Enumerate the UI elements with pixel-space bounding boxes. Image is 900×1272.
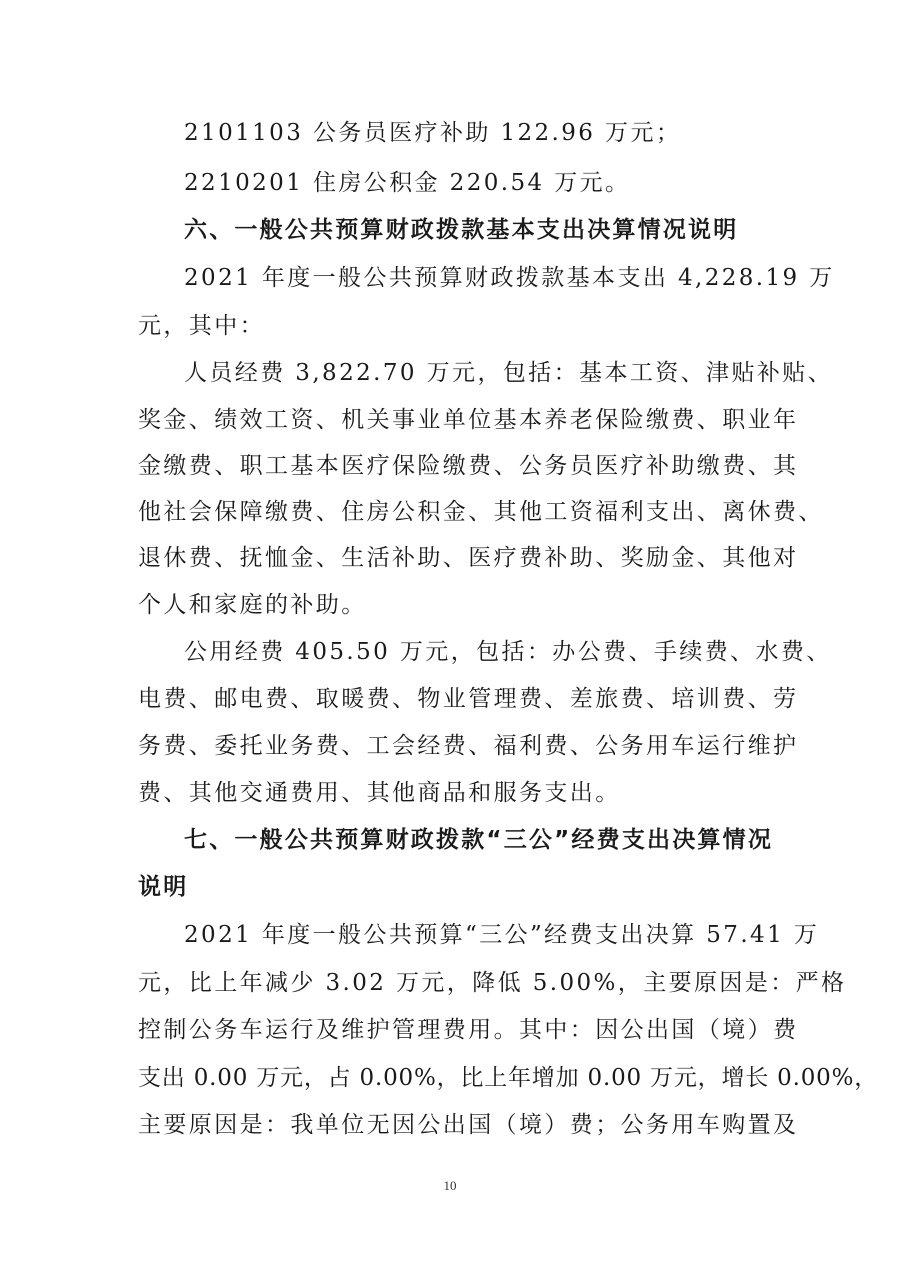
text-line: 元，其中： — [138, 313, 265, 339]
text-line: 奖金、绩效工资、机关事业单位基本养老保险缴费、职业年 — [138, 407, 799, 433]
text-line: 主要原因是：我单位无因公出国（境）费；公务用车购置及 — [138, 1112, 799, 1138]
text-line: 元，比上年减少 3.02 万元，降低 5.00%，主要原因是：严格 — [138, 970, 847, 996]
page-number: 10 — [443, 1178, 457, 1193]
text-line: 2210201 住房公积金 220.54 万元。 — [184, 170, 631, 196]
text-line: 2101103 公务员医疗补助 122.96 万元； — [184, 120, 682, 146]
text-line: 务费、委托业务费、工会经费、福利费、公务用车运行维护 — [138, 733, 799, 759]
section-heading: 说明 — [138, 874, 189, 900]
text-line: 金缴费、职工基本医疗保险缴费、公务员医疗补助缴费、其 — [138, 453, 799, 479]
text-line: 人员经费 3,822.70 万元，包括：基本工资、津贴补贴、 — [184, 360, 834, 386]
text-line: 退休费、抚恤金、生活补助、医疗费补助、奖励金、其他对 — [138, 545, 799, 571]
text-line: 个人和家庭的补助。 — [138, 592, 367, 618]
section-heading: 六、一般公共预算财政拨款基本支出决算情况说明 — [184, 217, 739, 243]
text-line: 费、其他交通费用、其他商品和服务支出。 — [138, 780, 621, 806]
text-line: 控制公务车运行及维护管理费用。其中：因公出国（境）费 — [138, 1017, 799, 1043]
text-line: 支出 0.00 万元，占 0.00%，比上年增加 0.00 万元，增长 0.00%， — [138, 1065, 879, 1091]
text-line: 他社会保障缴费、住房公积金、其他工资福利支出、离休费、 — [138, 499, 824, 525]
text-line: 公用经费 405.50 万元，包括：办公费、手续费、水费、 — [184, 639, 832, 665]
text-line: 2021 年度一般公共预算“三公”经费支出决算 57.41 万 — [184, 922, 820, 948]
section-heading: 七、一般公共预算财政拨款“三公”经费支出决算情况 — [184, 827, 774, 853]
text-line: 2021 年度一般公共预算财政拨款基本支出 4,228.19 万 — [184, 265, 835, 291]
text-line: 电费、邮电费、取暖费、物业管理费、差旅费、培训费、劳 — [138, 686, 799, 712]
